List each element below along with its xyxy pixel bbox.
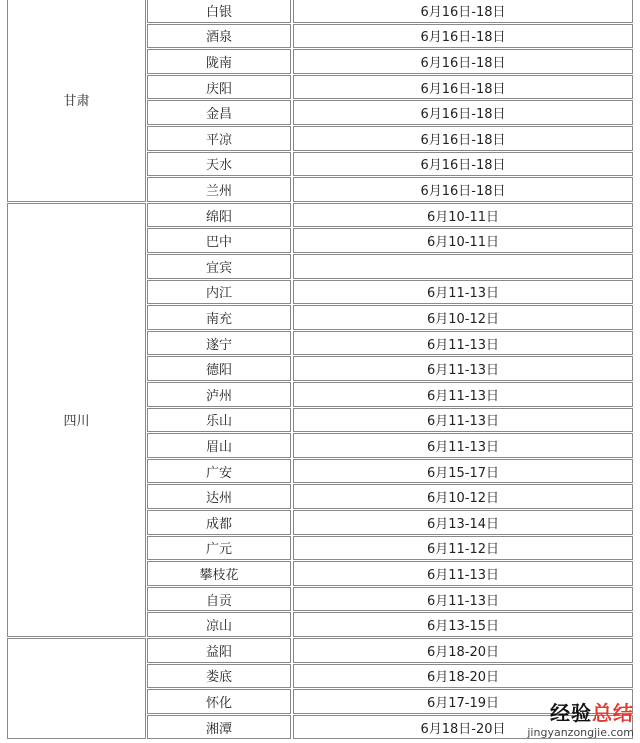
date-cell: 6月11-13日 — [293, 587, 633, 612]
province-cell: 甘肃 — [7, 0, 146, 202]
city-cell: 凉山 — [147, 612, 291, 637]
city-cell: 天水 — [147, 152, 291, 177]
city-cell: 内江 — [147, 280, 291, 305]
city-cell: 平凉 — [147, 126, 291, 151]
date-cell: 6月13-15日 — [293, 612, 633, 637]
city-cell: 自贡 — [147, 587, 291, 612]
date-cell: 6月10-12日 — [293, 305, 633, 330]
date-cell — [293, 254, 633, 279]
date-cell: 6月11-13日 — [293, 382, 633, 407]
watermark-url: jingyanzongjie.com — [527, 726, 634, 739]
date-cell: 6月17-19日 — [293, 689, 633, 714]
city-cell: 成都 — [147, 510, 291, 535]
date-cell: 6月16日-18日 — [293, 75, 633, 100]
date-cell: 6月16日-18日 — [293, 0, 633, 23]
city-cell: 泸州 — [147, 382, 291, 407]
date-cell: 6月11-13日 — [293, 331, 633, 356]
city-cell: 眉山 — [147, 433, 291, 458]
city-cell: 兰州 — [147, 177, 291, 202]
city-cell: 湘潭 — [147, 715, 291, 740]
date-cell: 6月16日-18日 — [293, 100, 633, 125]
city-cell: 绵阳 — [147, 203, 291, 228]
city-cell: 娄底 — [147, 664, 291, 689]
city-cell: 宜宾 — [147, 254, 291, 279]
watermark-main-text: 经验 — [550, 701, 592, 725]
city-cell: 遂宁 — [147, 331, 291, 356]
date-cell: 6月18-20日 — [293, 664, 633, 689]
city-cell: 陇南 — [147, 49, 291, 74]
city-cell: 巴中 — [147, 228, 291, 253]
city-cell: 白银 — [147, 0, 291, 23]
city-cell: 怀化 — [147, 689, 291, 714]
watermark-accent-text: 总结 — [592, 701, 634, 725]
city-cell: 酒泉 — [147, 24, 291, 49]
date-cell: 6月16日-18日 — [293, 177, 633, 202]
province-cell — [7, 638, 146, 739]
city-cell: 庆阳 — [147, 75, 291, 100]
date-cell: 6月16日-18日 — [293, 126, 633, 151]
date-cell: 6月11-13日 — [293, 356, 633, 381]
date-cell: 6月15-17日 — [293, 459, 633, 484]
date-cell: 6月11-13日 — [293, 280, 633, 305]
date-cell: 6月10-12日 — [293, 484, 633, 509]
city-cell: 广安 — [147, 459, 291, 484]
date-cell: 6月10-11日 — [293, 203, 633, 228]
city-cell: 南充 — [147, 305, 291, 330]
date-cell: 6月13-14日 — [293, 510, 633, 535]
watermark-logo — [527, 697, 634, 739]
date-cell: 6月18-20日 — [293, 638, 633, 663]
date-cell: 6月16日-18日 — [293, 49, 633, 74]
city-cell: 广元 — [147, 536, 291, 561]
city-cell: 攀枝花 — [147, 561, 291, 586]
city-cell: 德阳 — [147, 356, 291, 381]
date-cell: 6月11-13日 — [293, 561, 633, 586]
date-cell: 6月16日-18日 — [293, 24, 633, 49]
city-cell: 达州 — [147, 484, 291, 509]
date-cell: 6月18日-20日 — [293, 715, 633, 740]
city-cell: 乐山 — [147, 408, 291, 433]
province-cell: 四川 — [7, 203, 146, 637]
date-cell: 6月16日-18日 — [293, 152, 633, 177]
date-cell: 6月11-13日 — [293, 408, 633, 433]
date-cell: 6月11-12日 — [293, 536, 633, 561]
city-cell: 益阳 — [147, 638, 291, 663]
city-cell: 金昌 — [147, 100, 291, 125]
date-cell: 6月10-11日 — [293, 228, 633, 253]
date-cell: 6月11-13日 — [293, 433, 633, 458]
